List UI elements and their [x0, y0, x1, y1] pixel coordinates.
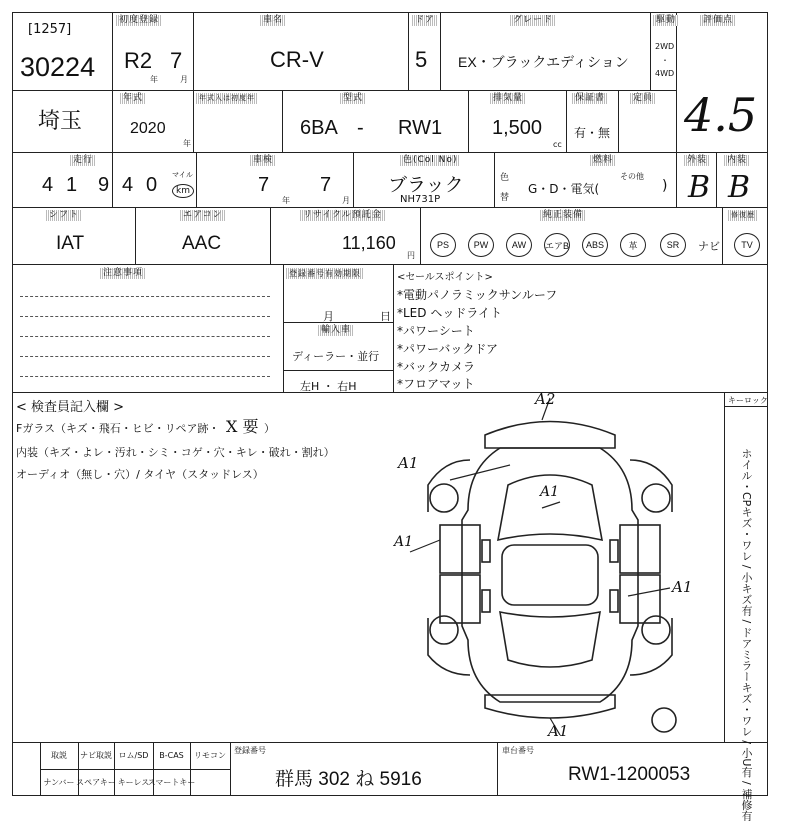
damage-mark-rear: A1	[548, 722, 569, 740]
doc-keyless: キーレス	[117, 778, 150, 787]
mileage-digit-2: 1	[66, 174, 78, 196]
record-options: 有・無	[574, 126, 611, 140]
chassis-label: 車台番号	[502, 746, 534, 755]
displacement-label: 排気量	[490, 93, 526, 104]
grade-label: グレード	[510, 15, 556, 26]
equip-sr-badge: SR	[660, 233, 686, 257]
year-label: 年式	[120, 93, 146, 104]
color-name: ブラック	[388, 175, 464, 196]
note-interior: 内装（キズ・よレ・汚れ・シミ・コゲ・穴・キレ・破れ・割れ）	[16, 446, 335, 459]
year-unit: 年	[150, 75, 158, 84]
roof-shape	[502, 545, 598, 605]
import-handle: 左H ・ 右H	[300, 380, 357, 393]
damage-mark-right-side: A1	[672, 578, 693, 596]
doc-rom-sd: ロム/SD	[118, 751, 149, 760]
shift-label: シフト	[46, 210, 82, 221]
mileage-digit-5: 0	[146, 174, 158, 196]
damage-mark-left-side: A1	[394, 534, 414, 550]
sales-point-3: *パワーシート	[397, 324, 475, 338]
lot-number: 30224	[20, 52, 96, 82]
registration-plate: 群馬 302 ね 5916	[275, 769, 422, 790]
sales-point-4: *パワーバックドア	[397, 342, 499, 356]
inspector-label: < 検査員記入欄 >	[16, 400, 125, 415]
sales-point-1: *電動パノラミックサンルーフ	[397, 288, 558, 302]
reg-number-label: 登録番号	[234, 746, 266, 755]
reg-expiry-month: 月	[323, 310, 334, 323]
doc-navi-manual: ナビ取説	[80, 751, 112, 760]
color-change-2: 替	[500, 193, 510, 203]
accident-label: 修復歴	[728, 210, 758, 221]
front-bumper-shape	[485, 422, 615, 449]
import-dealer: ディーラー・並行	[292, 350, 380, 363]
reg-month: 7	[170, 48, 183, 73]
damage-mark-left-front: A1	[398, 454, 419, 472]
doc-smart-key: スマートキー	[147, 778, 196, 787]
model-code-label: 型式	[340, 93, 366, 104]
seats-label: 定員	[630, 93, 656, 104]
mileage-unit-km: km	[172, 184, 194, 198]
caution-label: 注意事項	[100, 268, 146, 279]
aircon-value: AAC	[182, 233, 222, 254]
grade-value: EX・ブラックエディション	[458, 54, 629, 70]
doc-plate: ナンバー	[43, 778, 75, 787]
model-code: RW1	[398, 117, 443, 139]
equip-leather-badge: 革	[620, 233, 646, 257]
inspection-month: 7	[320, 174, 332, 196]
recycle-label: リサイクル預託金	[300, 210, 385, 221]
rear-bumper-shape	[485, 695, 615, 718]
color-change-1: 色	[500, 173, 510, 183]
note-glass-mark: X 要	[226, 417, 259, 436]
reg-expiry-day: 日	[380, 310, 391, 323]
note-audio: オーディオ（無し・穴）/ タイヤ（スタッドレス）	[16, 468, 264, 481]
spare-tire-shape	[652, 708, 676, 732]
inspection-month-unit: 月	[342, 196, 350, 205]
note-glass: Fガラス（キズ・飛石・ヒビ・リペア跡・	[16, 422, 220, 435]
fuel-other: その他	[620, 172, 644, 181]
doc-manual: 取説	[51, 751, 67, 760]
fuel-close: )	[662, 178, 668, 194]
inspection-year-unit: 年	[282, 196, 290, 205]
key-lock-label: キーロック	[728, 396, 768, 405]
mileage-digit-1: 4	[42, 174, 54, 196]
prefecture: 埼玉	[38, 108, 83, 133]
drive-2wd: 2WD	[655, 42, 675, 51]
mileage-label: 走行	[70, 155, 96, 166]
sales-point-6: *フロアマット	[397, 377, 475, 391]
model-year-unit: 年	[183, 139, 191, 148]
doc-remote: リモコン	[194, 751, 226, 760]
sales-point-2: *LED ヘッドライト	[397, 306, 502, 320]
mileage-unit-mile: マイル	[172, 171, 193, 179]
lot-bracket: [1257]	[28, 22, 72, 37]
sales-points-label: <セールスポイント>	[397, 272, 493, 283]
rear-window-shape	[500, 612, 600, 667]
equip-tv-badge: TV	[734, 233, 760, 257]
color-code: NH731P	[400, 194, 441, 205]
first-reg-label: 初度登録	[116, 15, 162, 26]
color-label: 色(Col No)	[400, 155, 460, 166]
inspection-label: 車検	[250, 155, 276, 166]
equip-ps-badge: PS	[430, 233, 456, 257]
chassis-number: RW1-1200053	[568, 764, 691, 785]
note-glass-close: ）	[264, 422, 275, 435]
equip-navi: ナビ	[698, 240, 720, 253]
equip-pw-badge: PW	[468, 233, 494, 257]
doc-spare-key: スペアキー	[76, 778, 116, 787]
doors-label: ドア	[412, 15, 438, 26]
era-year: R2	[124, 48, 153, 73]
record-label: 保証書	[572, 93, 608, 104]
interior-grade: B	[728, 170, 751, 205]
model-name: CR-V	[270, 47, 324, 72]
interior-label: 内装	[724, 155, 750, 166]
mileage-digit-3: 9	[98, 174, 110, 196]
displacement-unit: cc	[553, 140, 562, 149]
options-label: 純正装備	[540, 210, 586, 221]
recycle-unit: 円	[407, 251, 415, 260]
month-unit: 月	[180, 75, 188, 84]
model-code-dash: -	[357, 117, 364, 139]
first-reg-year-label: 年式入は初度年	[196, 93, 258, 104]
model-year: 2020	[130, 120, 166, 137]
fuel-options: G・D・電気(	[528, 182, 600, 196]
sales-point-5: *バックカメラ	[397, 360, 476, 374]
mileage-digit-4: 4	[122, 174, 134, 196]
score-value: 4.5	[684, 88, 758, 142]
aircon-label: エアコン	[180, 210, 226, 221]
inspection-year: 7	[258, 174, 270, 196]
equip-aw-badge: AW	[506, 233, 532, 257]
drive-label: 駆動	[653, 15, 679, 26]
score-label: 評価点	[700, 15, 736, 26]
damage-mark-windshield: A1	[540, 484, 560, 500]
fuel-label: 燃料	[590, 155, 616, 166]
doc-bcas: B-CAS	[159, 751, 184, 760]
exterior-grade: B	[688, 170, 711, 205]
equip-airbag-badge: エアB	[544, 233, 570, 257]
equip-abs-badge: ABS	[582, 233, 608, 257]
recycle-fee: 11,160	[342, 233, 396, 253]
displacement: 1,500	[492, 117, 543, 139]
car-damage-diagram	[370, 390, 730, 742]
drive-dot: ・	[661, 56, 669, 65]
import-label: 輸入車	[318, 325, 354, 336]
side-legend-text: ホイル・CPキズ・ワレ / 小キズ有 / ドアミラーキズ・ワレ / 小U有 / 補修有	[740, 448, 753, 821]
model-name-label: 車名	[260, 15, 286, 26]
damage-mark-front: A2	[535, 390, 556, 408]
door-count: 5	[415, 47, 428, 72]
shift-value: IAT	[56, 233, 85, 254]
exterior-label: 外装	[684, 155, 710, 166]
reg-expiry-label: 登録番号有効期限	[286, 268, 364, 279]
drive-4wd: 4WD	[655, 69, 675, 78]
model-code-prefix: 6BA	[300, 117, 338, 139]
